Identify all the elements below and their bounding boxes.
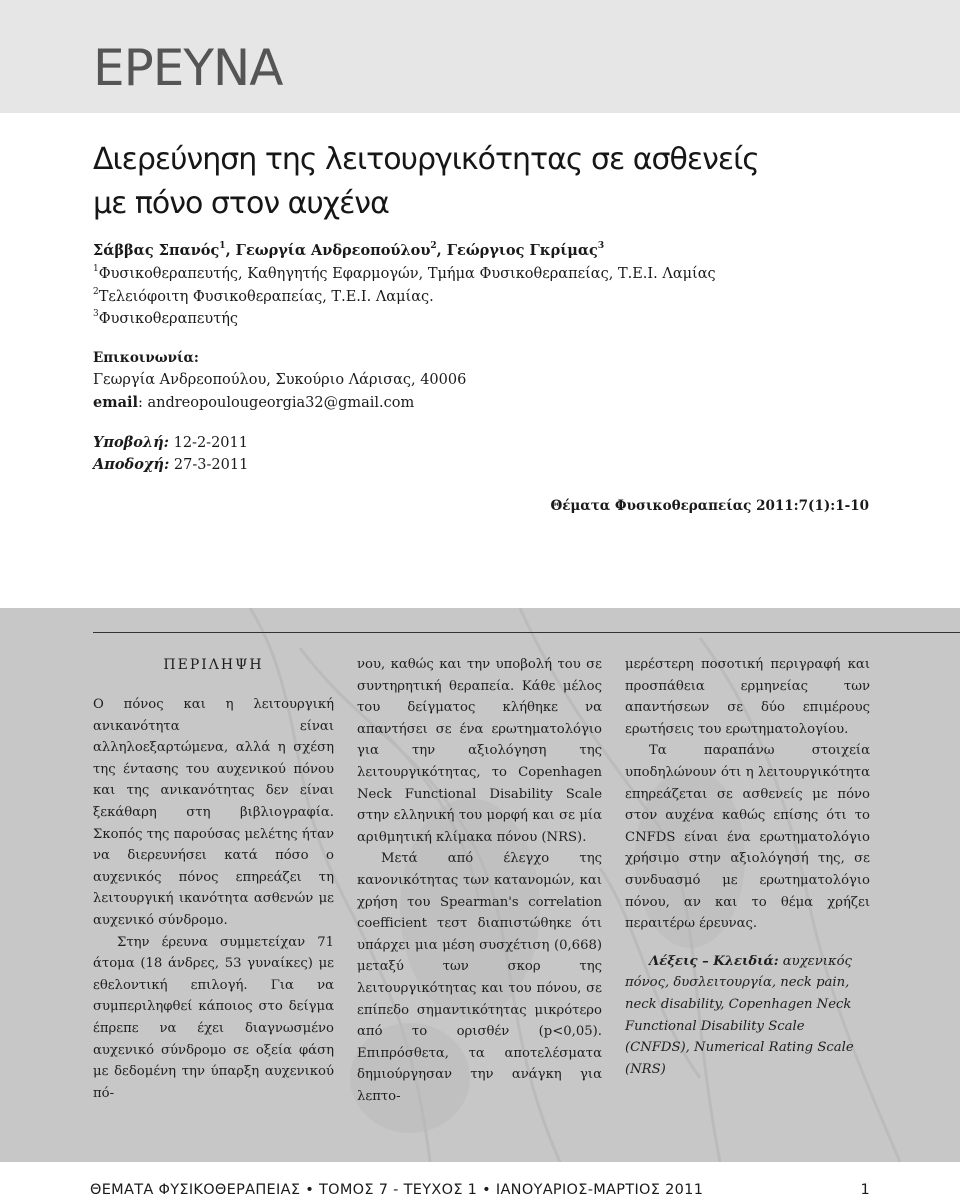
affiliation-text: Φυσικοθεραπευτής, Καθηγητής Εφαρμογών, Τμήμα Φυσικοθεραπείας, Τ.Ε.Ι. Λαμίας bbox=[98, 266, 716, 282]
author-separator: , bbox=[436, 242, 447, 259]
affiliation-marker: 3 bbox=[93, 309, 99, 320]
submission-value: 12-2-2011 bbox=[169, 435, 248, 451]
page-number: 1 bbox=[860, 1182, 870, 1198]
abstract-paragraph: Τα παραπάνω στοιχεία υποδηλώνουν ότι η λειτουργικότητα επηρεάζεται σε ασθενείς με πόνο στον αυχένα καθώς επίσης ότι το CNFDS είναι ένα ερωτηματολόγιο χρήσιμο στην αξιολόγησή της, σε συνδυασμό με ερωτηματολόγιο πόνου, αν και το θέμα χρήζει περαιτέρω έρευνας. bbox=[625, 743, 870, 932]
article-title-line-1: Διερεύνηση της λειτουργικότητας σε ασθενείς bbox=[93, 142, 759, 177]
abstract-paragraph: νου, καθώς και την υποβολή του σε συντηρητική θεραπεία. Κάθε μέλος του δείγματος κλήθηκε να απαντήσει σε ένα ερωτηματολόγιο για την αξιολόγηση της λειτουργικότητας, το Copenhagen Neck Functional Disability Scale στην ελληνική του μορφή και σε μία αριθμητική κλίμακα πόνου (NRS). bbox=[357, 657, 602, 845]
affiliation-marker: 3 bbox=[597, 241, 605, 252]
abstract-column-1 bbox=[93, 654, 334, 1104]
abstract-paragraph: Ο πόνος και η λειτουργική ανικανότητα είναι αλληλοεξαρτώμενα, αλλά η σχέση της έντασης του αυχενικού πόνου και της ανικανότητας δεν είναι ξεκάθαρη στη βιβλιογραφία. Σκοπός της παρούσας μελέτης ήταν να διερευνήσει κατά πόσο ο αυχενικός πόνος επηρεάζει τη λειτουργική ικανότητα ασθενών με αυχενικό σύνδρομο. bbox=[93, 697, 334, 928]
abstract-column-2 bbox=[357, 654, 602, 1107]
acceptance-label: Αποδοχή: bbox=[93, 456, 170, 473]
affiliation-marker: 2 bbox=[430, 241, 437, 252]
submission-label: Υποβολή: bbox=[93, 434, 169, 451]
abstract-paragraph: μερέστερη ποσοτική περιγραφή και προσπάθεια ερμηνείας των απαντήσεων σε δύο επιμέρους ερωτήσεις του ερωτηματολογίου. bbox=[625, 657, 870, 737]
affiliation bbox=[93, 287, 434, 307]
affiliation-marker: 2 bbox=[93, 287, 99, 298]
contact-email bbox=[93, 393, 414, 413]
abstract-divider bbox=[93, 632, 960, 633]
email-address[interactable]: : andreopoulougeorgia32@gmail.com bbox=[137, 395, 415, 411]
submission-date bbox=[93, 433, 248, 453]
acceptance-date bbox=[93, 455, 248, 475]
footer-journal-info: ΘΕΜΑΤΑ ΦΥΣΙΚΟΘΕΡΑΠΕΙΑΣ • ΤΟΜΟΣ 7 - ΤΕΥΧΟΣ 1 • ΙΑΝΟΥΑΡΙΟΣ-ΜΑΡΤΙΟΣ 2011 bbox=[90, 1182, 704, 1198]
contact-address: Γεωργία Ανδρεοπούλου, Συκούριο Λάρισας, 40006 bbox=[93, 372, 467, 388]
contact-heading: Επικοινωνία: bbox=[93, 350, 199, 366]
journal-citation: Θέματα Φυσικοθεραπείας 2011:7(1):1-10 bbox=[550, 498, 869, 514]
abstract-heading: ΠΕΡΙΛΗΨΗ bbox=[163, 657, 264, 673]
affiliation bbox=[93, 264, 716, 284]
author-list bbox=[93, 241, 604, 261]
keywords bbox=[625, 951, 870, 1081]
author-name: Γεώργιος Γκρίμας bbox=[446, 242, 598, 259]
affiliation-text: Τελειόφοιτη Φυσικοθεραπείας, Τ.Ε.Ι. Λαμίας. bbox=[98, 289, 434, 305]
acceptance-value: 27-3-2011 bbox=[169, 457, 249, 473]
section-label: ΕΡΕΥΝΑ bbox=[93, 39, 283, 97]
article-title-line-2: με πόνο στον αυχένα bbox=[93, 186, 389, 221]
author-name: Γεωργία Ανδρεοπούλου bbox=[235, 242, 431, 259]
author-name: Σάββας Σπανός bbox=[93, 242, 220, 259]
email-label: email bbox=[93, 394, 138, 411]
affiliation bbox=[93, 309, 238, 329]
author-separator: , bbox=[225, 242, 236, 259]
affiliation-marker: 1 bbox=[219, 241, 226, 252]
abstract-paragraph: Μετά από έλεγχο της κανονικότητας των κατανομών, και χρήση του Spearman's correlation coefficient τεστ διαπιστώθηκε ότι υπάρχει μια μέση συσχέτιση (0,668) μεταξύ των σκορ της λειτουργικότητας και του πόνου, σε επίπεδο σημαντικότητας μικρότερο από το ορισθέν (p<0,05). Επιπρόσθετα, τα αποτελέσματα δημιούργησαν την ανάγκη για λεπτο- bbox=[357, 851, 602, 1104]
keywords-text: αυχενικός πόνος, δυσλειτουργία, neck pain, neck disability, Copenhagen Neck Functional Disability Scale (CNFDS), Numerical Rating Scale (NRS) bbox=[625, 953, 854, 1077]
article-title bbox=[93, 138, 913, 226]
affiliation-text: Φυσικοθεραπευτής bbox=[98, 311, 239, 327]
abstract-column-3 bbox=[625, 654, 870, 1080]
keywords-label: Λέξεις – Κλειδιά: bbox=[649, 953, 779, 969]
affiliation-marker: 1 bbox=[93, 264, 99, 275]
abstract-paragraph: Στην έρευνα συμμετείχαν 71 άτομα (18 άνδρες, 53 γυναίκες) με εθελοντική επιλογή. Για να συμπεριληφθεί κάποιος στο δείγμα έπρεπε να έχει διαγνωσμένο αυχενικό σύνδρομο σε οξεία φάση με δεδομένη την ύπαρξη αυχενικού πό- bbox=[93, 934, 334, 1101]
